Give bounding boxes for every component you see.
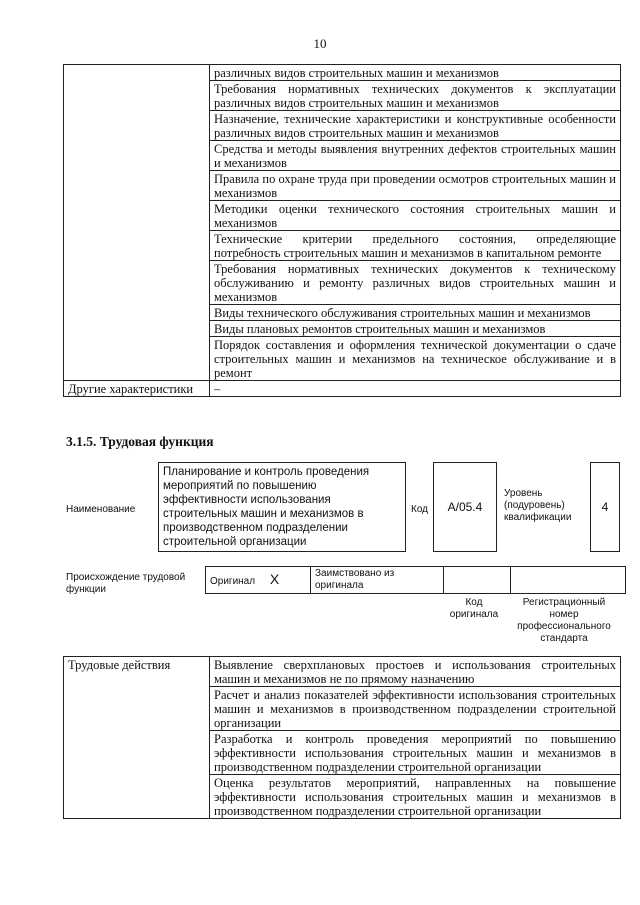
original-code-cell (444, 567, 511, 594)
table-cell: Требования нормативных технических документов к техническому обслуживанию и ремонту различных видов строительных машин и механизмов (210, 261, 621, 305)
qualification-level-label: Уровень (подуровень) квалификации (504, 488, 572, 523)
table-cell: Назначение, технические характеристики и конструктивные особенности различных видов строительных машин и механизмов (210, 111, 621, 141)
original-cell (206, 567, 311, 594)
table-cell: Технические критерии предельного состояния, определяющие потребность строительных машин и механизмов в капитальном ремонте (210, 231, 621, 261)
table-cell: Виды технического обслуживания строительных машин и механизмов (210, 305, 621, 321)
original-mark: X (269, 570, 280, 587)
code-label: Код (411, 504, 429, 515)
qualification-level-value: 4 (590, 462, 620, 552)
table-cell: различных видов строительных машин и механизмов (210, 65, 621, 81)
reg-number-cell (511, 567, 626, 594)
table-cell: Средства и методы выявления внутренних дефектов строительных машин и механизмов (210, 141, 621, 171)
section-title: 3.1.5. Трудовая функция (66, 434, 214, 449)
original-code-caption: Код оригинала (449, 597, 499, 620)
table-cell: Порядок составления и оформления технической документации о сдаче строительных машин и механизмов на техническое обслуживание и в ремонт (210, 337, 621, 381)
table-cell: Методики оценки технического состояния строительных машин и механизмов (210, 201, 621, 231)
origin-table (205, 566, 626, 594)
borrowed-label: Заимствовано из оригинала (311, 567, 444, 594)
function-code-value: А/05.4 (433, 462, 497, 552)
other-characteristics-value: – (210, 381, 621, 397)
table-cell: Выявление сверхплановых простоев и использования строительных машин и механизмов не по прямому назначению (210, 657, 621, 687)
function-name-value: Планирование и контроль проведения мероприятий по повышению эффективности использования строительных машин и механизмов в производственном подразделении строительной организации (158, 462, 406, 552)
table-cell: Разработка и контроль проведения мероприятий по повышению эффективности использования строительных машин и механизмов в производственном подразделении строительной организации (210, 731, 621, 775)
name-label: Наименование (66, 504, 136, 515)
table-cell: Правила по охране труда при проведении осмотров строительных машин и механизмов (210, 171, 621, 201)
original-label: Оригинал (210, 575, 256, 587)
table-row (64, 381, 621, 397)
origin-label: Происхождение трудовой функции (66, 572, 186, 595)
knowledge-table (63, 64, 621, 397)
row-label-cell (64, 65, 210, 381)
table-cell: Требования нормативных технических документов к эксплуатации различных видов строительных машин и механизмов (210, 81, 621, 111)
table-row (64, 65, 621, 81)
other-characteristics-label: Другие характеристики (64, 381, 210, 397)
table-cell: Виды плановых ремонтов строительных машин и механизмов (210, 321, 621, 337)
table-cell: Оценка результатов мероприятий, направленных на повышение эффективности использования строительных машин и механизмов в производственном подразделении строительной организации (210, 775, 621, 819)
page-number: 10 (313, 36, 327, 51)
table-cell: Расчет и анализ показателей эффективности использования строительных машин и механизмов в производственном подразделении строительной организации (210, 687, 621, 731)
labor-actions-label: Трудовые действия (64, 657, 210, 819)
labor-actions-table (63, 656, 621, 819)
reg-number-caption: Регистрационный номер профессионального стандарта (517, 597, 611, 644)
table-row (64, 657, 621, 687)
